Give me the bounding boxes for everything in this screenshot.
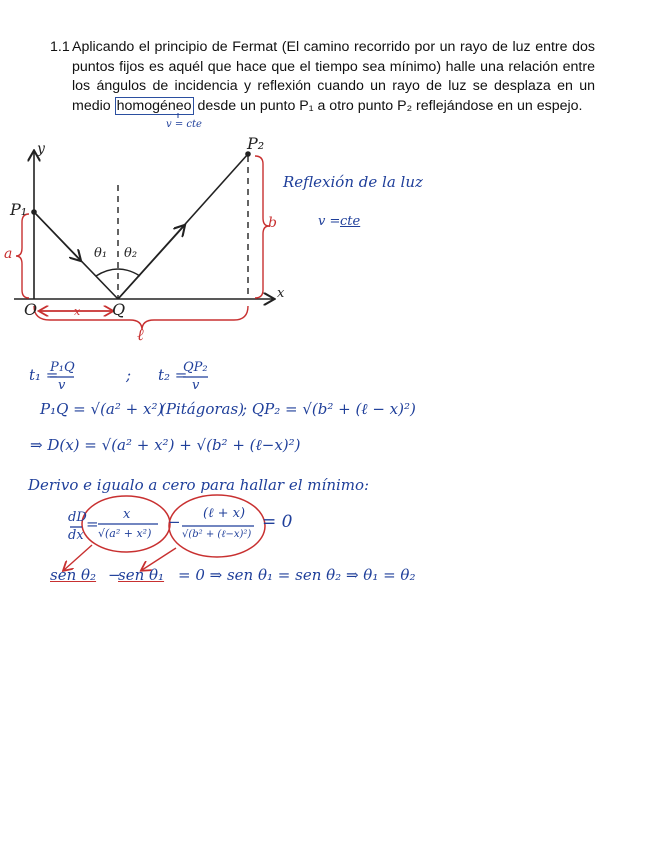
dd-num: dD [68, 510, 87, 525]
line2-left: P₁Q = √(a² + x²) [40, 400, 164, 418]
eq-sign: = [86, 515, 99, 533]
problem-text-after: desde un punto P₁ a otro punto P₂ reflejándose en un espejo. [197, 97, 583, 114]
frac2-num: (ℓ + x) [203, 506, 246, 521]
eq-zero: = 0 [262, 512, 293, 532]
label-p2: P₂ [247, 134, 265, 153]
line2-pitagoras: (Pitágoras) [160, 400, 245, 418]
point-p1 [31, 209, 37, 215]
annotation-v-cte: v = cte [166, 119, 202, 130]
t1-num: P₁Q [50, 360, 75, 375]
problem-number: 1.1 [50, 39, 70, 55]
minus-sign: − [168, 513, 181, 531]
brace-b [255, 156, 269, 298]
label-x-dist: x [74, 305, 81, 318]
label-b: b [268, 215, 277, 231]
reflected-ray-arrow [118, 226, 184, 299]
sen-theta2: sen θ₂ [50, 566, 97, 584]
t1-den: v [58, 378, 66, 393]
label-p1: P₁ [10, 200, 28, 219]
final-conclusion: = 0 ⇒ sen θ₁ = sen θ₂ ⇒ θ₁ = θ₂ [178, 566, 416, 584]
label-theta2: θ₂ [124, 246, 138, 261]
dd-den: dx [68, 528, 84, 543]
line2-right: ; QP₂ = √(b² + (ℓ − x)²) [242, 400, 416, 418]
line3-distance: ⇒ D(x) = √(a² + x²) + √(b² + (ℓ−x)²) [30, 436, 301, 454]
frac1-num: x [123, 507, 131, 522]
side-v-label: v = [318, 214, 341, 229]
label-l: ℓ [137, 325, 144, 344]
side-v-value: cte [340, 214, 361, 229]
incident-ray-arrow [34, 212, 80, 260]
boxed-word-homogeneo: homogéneo [116, 97, 192, 114]
sen-minus: − [108, 566, 121, 584]
label-origin: O [24, 300, 38, 319]
side-title: Reflexión de la luz [283, 173, 423, 191]
label-x-axis: x [277, 286, 285, 301]
t2-num: QP₂ [183, 360, 208, 375]
frac1-den: √(a² + x²) [98, 527, 152, 540]
t2-lhs: t₂ = [158, 366, 188, 384]
label-y: y [37, 141, 45, 157]
label-a: a [4, 246, 13, 262]
brace-a [16, 214, 29, 298]
label-q: Q [112, 300, 126, 319]
label-theta1: θ₁ [94, 246, 108, 261]
derive-text: Derivo e igualo a cero para hallar el mínimo: [28, 476, 370, 494]
t1-lhs: t₁ = [29, 366, 59, 384]
problem-text-before: Aplicando el principio de Fermat (El camino recorrido por un rayo de luz entre dos puntos fijos es aquél que hace que el tiempo sea mínimo) halle una relación entre los ángulos de incidencia y reflexión cuando un rayo de luz se desplaza en un medio [72, 39, 595, 114]
frac2-den: √(b² + (ℓ−x)²) [182, 529, 252, 540]
sen-theta1: sen θ₁ [118, 566, 165, 584]
t2-den: v [192, 378, 200, 393]
t-sep: ; [126, 366, 132, 384]
